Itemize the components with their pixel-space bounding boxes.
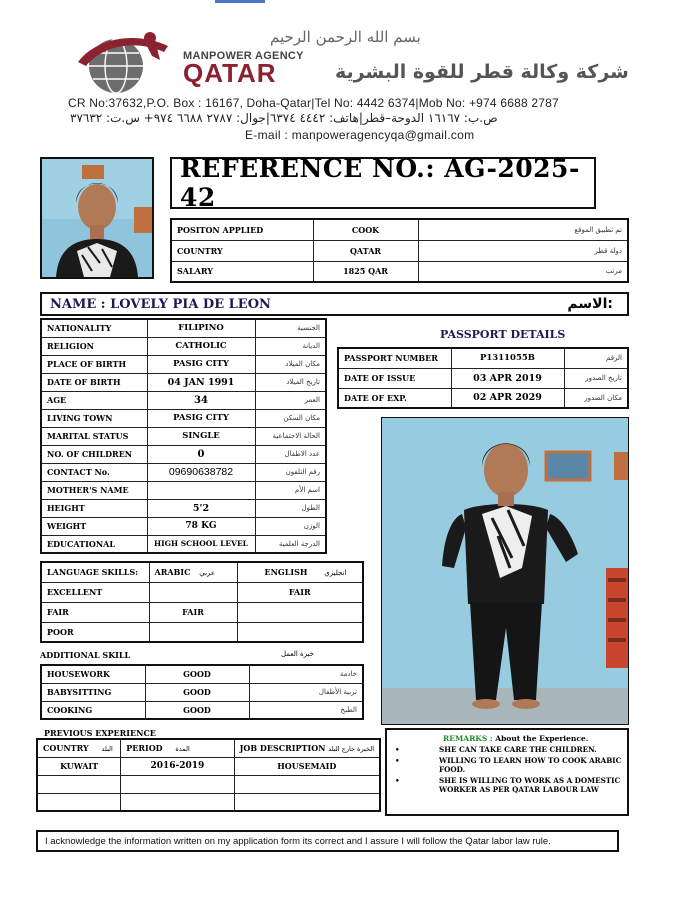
height-label: HEIGHT	[41, 499, 147, 517]
passport-table	[337, 347, 629, 409]
position-label-ar: تم تطبيق الموقع	[418, 219, 628, 240]
applicant-photo-full	[381, 417, 629, 725]
remarks-title	[443, 734, 588, 743]
table-row	[37, 757, 380, 775]
remarks-subheading: About the Experience.	[495, 734, 589, 743]
list-item: • WILLING TO LEARN HOW TO COOK ARABIC FOOD.	[393, 756, 625, 774]
contact-line-ar: ص.ب: ١٦١٦٧ الدوحة–قطر|هاتف: ٤٤٤٢ ٦٣٧٤|جوال: ٢٧٨٧ ٦٦٨٨ ٩٧٤+ س.ت: ٣٧٦٣٢	[70, 111, 498, 125]
date-of-birth-ar: تاريخ الميلاد	[255, 373, 326, 391]
empty-cell	[121, 775, 234, 793]
top-accent-line	[215, 0, 265, 3]
date-of-birth-label: DATE OF BIRTH	[41, 373, 147, 391]
education-label: EDUCATIONAL	[41, 535, 147, 553]
children-label: NO. OF CHILDREN	[41, 445, 147, 463]
table-row	[171, 240, 628, 261]
table-row	[41, 602, 363, 622]
period-column-header	[121, 739, 234, 757]
position-label: POSITON APPLIED	[171, 219, 313, 240]
country-column-header	[37, 739, 121, 757]
country-value: QATAR	[313, 240, 418, 261]
marital-status-ar: الحالة الاجتماعية	[255, 427, 326, 445]
list-item: • SHE IS WILLING TO WORK AS A DOMESTIC WORKER AS PER QATAR LABOUR LAW	[393, 776, 625, 794]
living-town-value: PASIG CITY	[147, 409, 255, 427]
table-row	[41, 582, 363, 602]
job-column-label: JOB DESCRIPTION	[239, 743, 326, 754]
table-row	[338, 388, 628, 408]
applicant-name-ar-label: الاسم:	[567, 296, 613, 312]
empty-cell	[234, 775, 380, 793]
arabic-fair: FAIR	[149, 602, 237, 622]
country-column-label-ar: البلد	[101, 745, 113, 754]
nationality-value: FILIPINO	[147, 319, 255, 337]
previous-experience-label: PREVIOUS EXPERIENCE	[44, 728, 156, 738]
empty-cell	[37, 775, 121, 793]
marital-status-value: SINGLE	[147, 427, 255, 445]
contact-value: 09690638782	[147, 463, 255, 481]
level-excellent: EXCELLENT	[41, 582, 149, 602]
date-of-exp-value: 02 APR 2029	[451, 388, 564, 408]
salary-label-ar: مرتب	[418, 261, 628, 282]
table-row	[41, 499, 326, 517]
weight-label: WEIGHT	[41, 517, 147, 535]
applicant-photo-small	[40, 157, 154, 279]
age-value: 34	[147, 391, 255, 409]
empty-cell	[37, 793, 121, 811]
country-label: COUNTRY	[171, 240, 313, 261]
table-row	[171, 219, 628, 240]
table-row	[37, 775, 380, 793]
place-of-birth-label: PLACE OF BIRTH	[41, 355, 147, 373]
table-row	[41, 517, 326, 535]
additional-skills-table	[40, 664, 364, 720]
english-label: ENGLISH	[264, 567, 308, 578]
children-ar: عدد الاطفال	[255, 445, 326, 463]
acknowledgement-box	[36, 830, 619, 852]
acknowledgement-text: I acknowledge the information written on my application form its correct and I assure I will follow the Qatar labor law rule.	[45, 835, 551, 847]
remarks-list	[393, 745, 625, 796]
english-fair	[237, 602, 363, 622]
experience-table	[36, 738, 381, 812]
table-row	[41, 427, 326, 445]
remarks-heading: REMARKS :	[443, 734, 493, 743]
age-ar: العمر	[255, 391, 326, 409]
agency-logo	[68, 26, 180, 96]
date-of-exp-label: DATE OF EXP.	[338, 388, 451, 408]
job-column-label-ar: الخبرة خارج البلد	[328, 745, 374, 754]
reference-box	[170, 154, 596, 212]
table-row	[37, 739, 380, 757]
skill-level: GOOD	[145, 701, 249, 719]
english-label-ar: انجليزي	[324, 569, 347, 578]
additional-skill-label-ar: خبرة العمل	[281, 650, 314, 658]
basmala-calligraphy: بسم الله الرحمن الرحيم	[270, 28, 421, 46]
arabic-column-header	[149, 562, 237, 582]
contact-ar: رقم التلفون	[255, 463, 326, 481]
date-of-issue-value: 03 APR 2019	[451, 368, 564, 388]
skill-name-ar: الطبخ	[249, 701, 363, 719]
country-label-ar: دولة قطر	[418, 240, 628, 261]
contact-line-en: CR No:37632,P.O. Box : 16167, Doha-Qatar|Tel No: 4442 6374|Mob No: +974 6688 2787	[68, 96, 559, 110]
height-ar: الطول	[255, 499, 326, 517]
table-row	[41, 355, 326, 373]
table-row	[41, 391, 326, 409]
place-of-birth-ar: مكان الميلاد	[255, 355, 326, 373]
country-column-label: COUNTRY	[43, 743, 89, 754]
table-row	[41, 535, 326, 553]
position-table	[170, 218, 629, 283]
religion-ar: الديانة	[255, 337, 326, 355]
reference-number: REFERENCE NO.: AG-2025-42	[180, 154, 580, 212]
place-of-birth-value: PASIG CITY	[147, 355, 255, 373]
salary-value: 1825 QAR	[313, 261, 418, 282]
period-column-label: PERIOD	[126, 743, 163, 754]
arabic-poor	[149, 622, 237, 642]
table-row	[338, 368, 628, 388]
table-row	[41, 701, 363, 719]
table-row	[41, 562, 363, 582]
children-value: 0	[147, 445, 255, 463]
level-fair: FAIR	[41, 602, 149, 622]
list-item: • SHE CAN TAKE CARE THE CHILDREN.	[393, 745, 625, 754]
height-value: 5'2	[147, 499, 255, 517]
agency-name-en: MANPOWER AGENCY	[183, 50, 304, 62]
table-row	[338, 348, 628, 368]
weight-value: 78 KG	[147, 517, 255, 535]
passport-number-ar: الرقم	[564, 348, 628, 368]
passport-number-value: P1311055B	[451, 348, 564, 368]
mother-name-value	[147, 481, 255, 499]
name-box	[40, 292, 629, 316]
skill-name: BABYSITTING	[41, 683, 145, 701]
nationality-label: NATIONALITY	[41, 319, 147, 337]
living-town-ar: مكان السكن	[255, 409, 326, 427]
empty-cell	[121, 793, 234, 811]
language-skills-table	[40, 561, 364, 643]
arabic-label-ar: عربي	[199, 569, 216, 578]
living-town-label: LIVING TOWN	[41, 409, 147, 427]
additional-skill-label: ADDITIONAL SKILL	[40, 650, 131, 660]
job-column-header	[234, 739, 380, 757]
skill-name-ar: خادمة	[249, 665, 363, 683]
level-poor: POOR	[41, 622, 149, 642]
table-row	[41, 622, 363, 642]
religion-label: RELIGION	[41, 337, 147, 355]
experience-country: KUWAIT	[37, 757, 121, 775]
table-row	[41, 373, 326, 391]
english-excellent: FAIR	[237, 582, 363, 602]
marital-status-label: MARITAL STATUS	[41, 427, 147, 445]
skill-name: HOUSEWORK	[41, 665, 145, 683]
arabic-label: ARABIC	[154, 567, 191, 578]
period-column-label-ar: المدة	[175, 745, 190, 754]
table-row	[37, 793, 380, 811]
education-value: HIGH SCHOOL LEVEL	[147, 535, 255, 553]
mother-name-label: MOTHER'S NAME	[41, 481, 147, 499]
date-of-issue-label: DATE OF ISSUE	[338, 368, 451, 388]
table-row	[41, 445, 326, 463]
education-ar: الدرجة العلمية	[255, 535, 326, 553]
weight-ar: الوزن	[255, 517, 326, 535]
table-row	[41, 481, 326, 499]
table-row	[171, 261, 628, 282]
experience-job: HOUSEMAID	[234, 757, 380, 775]
skill-name-ar: تربية الأطفال	[249, 683, 363, 701]
passport-number-label: PASSPORT NUMBER	[338, 348, 451, 368]
experience-period: 2016-2019	[121, 757, 234, 775]
date-of-exp-ar: مكان الصدور	[564, 388, 628, 408]
skill-name: COOKING	[41, 701, 145, 719]
skill-level: GOOD	[145, 683, 249, 701]
date-of-birth-value: 04 JAN 1991	[147, 373, 255, 391]
agency-name-qatar: QATAR	[183, 58, 277, 88]
table-row	[41, 463, 326, 481]
language-skills-label: LANGUAGE SKILLS:	[41, 562, 149, 582]
email-line: E-mail : manpoweragencyqa@gmail.com	[245, 128, 475, 142]
table-row	[41, 665, 363, 683]
table-row	[41, 683, 363, 701]
table-row	[41, 337, 326, 355]
table-row	[41, 319, 326, 337]
personal-details-table	[40, 318, 327, 554]
applicant-name: NAME : LOVELY PIA DE LEON	[50, 297, 271, 312]
table-row	[41, 409, 326, 427]
arabic-excellent	[149, 582, 237, 602]
religion-value: CATHOLIC	[147, 337, 255, 355]
nationality-ar: الجنسية	[255, 319, 326, 337]
date-of-issue-ar: تاريخ الصدور	[564, 368, 628, 388]
remarks-box	[385, 728, 629, 816]
age-label: AGE	[41, 391, 147, 409]
english-column-header	[237, 562, 363, 582]
mother-name-ar: اسم الأم	[255, 481, 326, 499]
skill-level: GOOD	[145, 665, 249, 683]
agency-name-ar: شركة وكالة قطر للقوة البشرية	[335, 61, 629, 83]
position-value: COOK	[313, 219, 418, 240]
passport-details-title: PASSPORT DETAILS	[440, 328, 566, 341]
salary-label: SALARY	[171, 261, 313, 282]
contact-label: CONTACT No.	[41, 463, 147, 481]
empty-cell	[234, 793, 380, 811]
english-poor	[237, 622, 363, 642]
